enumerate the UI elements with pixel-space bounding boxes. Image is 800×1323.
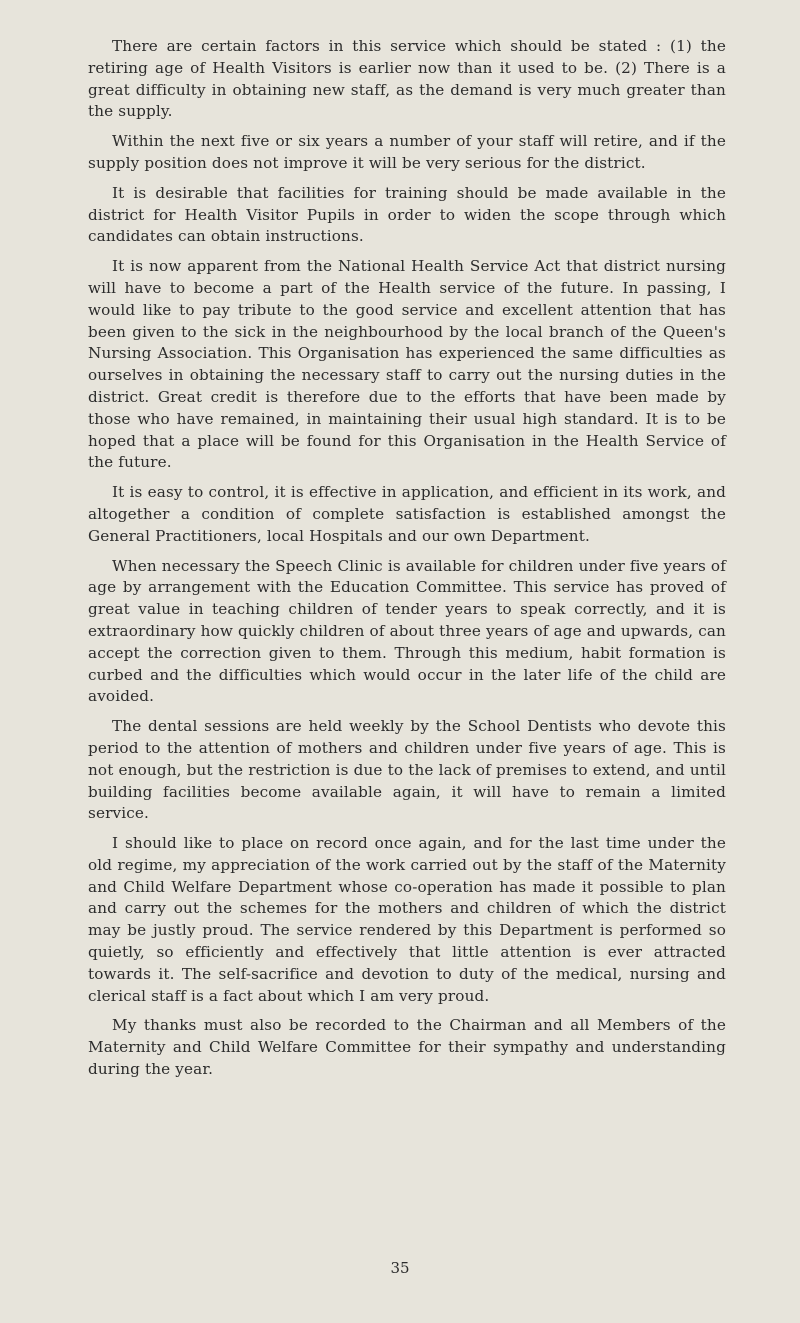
paragraph-dental-sessions: The dental sessions are held weekly by the School Dentists who devote this period to the attention of mothers and children under five years of age. This is not enough, but the restriction is due to the lack of premises to extend, and until building facilities become available again, it will have to remain a limited service. [88,717,726,823]
paragraph-speech-clinic: When necessary the Speech Clinic is available for children under five years of age by arrangement with the Education Committee. This service has proved of great value in teaching children of tender years to speak correctly, and it is extraordinary how quickly children of about three years of age and upwards, can accept the correction given to them. Through this medium, habit formation is curbed and the difficulties which would occur in the later life of the child are avoided. [88,556,726,706]
body-text [88,36,726,1089]
paragraph-thanks: My thanks must also be recorded to the Chairman and all Members of the Maternity and Child Welfare Committee for their sympathy and understanding during the year. [88,1016,726,1079]
paragraph-staffing-factors: There are certain factors in this service which should be stated : (1) the retiring age of Health Visitors is earlier now than it used to be. (2) There is a great difficulty in obtaining new staff, as the demand is very much greater than the supply. [88,37,726,121]
paragraph-training: It is desirable that facilities for training should be made available in the district for Health Visitor Pupils in order to widen the scope through which candidates can obtain instructions. [88,183,726,246]
paragraph-appreciation: I should like to place on record once again, and for the last time under the old regime, my appreciation of the work carried out by the staff of the Maternity and Child Welfare Department whose co-operation has made it possible to plan and carry out the schemes for the mothers and children of which the district may be justly proud. The service rendered by this Department is performed so quietly, so efficiently and effectively that little attention is ever attracted towards it. The self-sacrifice and devotion to duty of the medical, nursing and clerical staff is a fact about which I am very proud. [88,834,726,1005]
page-number: 35 [390,1259,410,1277]
paragraph-district-nursing: It is now apparent from the National Health Service Act that district nursing will have to become a part of the Health service of the future. In passing, I would like to pay tribute to the good service and excellent attention that has been given to the sick in the neighbourhood by the local branch of the Queen's Nursing Association. This Organisation has experienced the same difficulties as ourselves in obtaining the necessary staff to carry out the nursing duties in the district. Great credit is therefore due to the efforts that have been made by those who have remained, in maintaining their usual high standard. It is to be hoped that a place will be found for this Organisation in the Health Service of the future. [88,257,726,472]
paragraph-retirement: Within the next five or six years a number of your staff will retire, and if the supply position does not improve it will be very serious for the district. [88,132,726,172]
paragraph-control: It is easy to control, it is effective in application, and efficient in its work, and altogether a condition of complete satisfaction is established amongst the General Practitioners, local Hospitals and our own Department. [88,483,726,545]
